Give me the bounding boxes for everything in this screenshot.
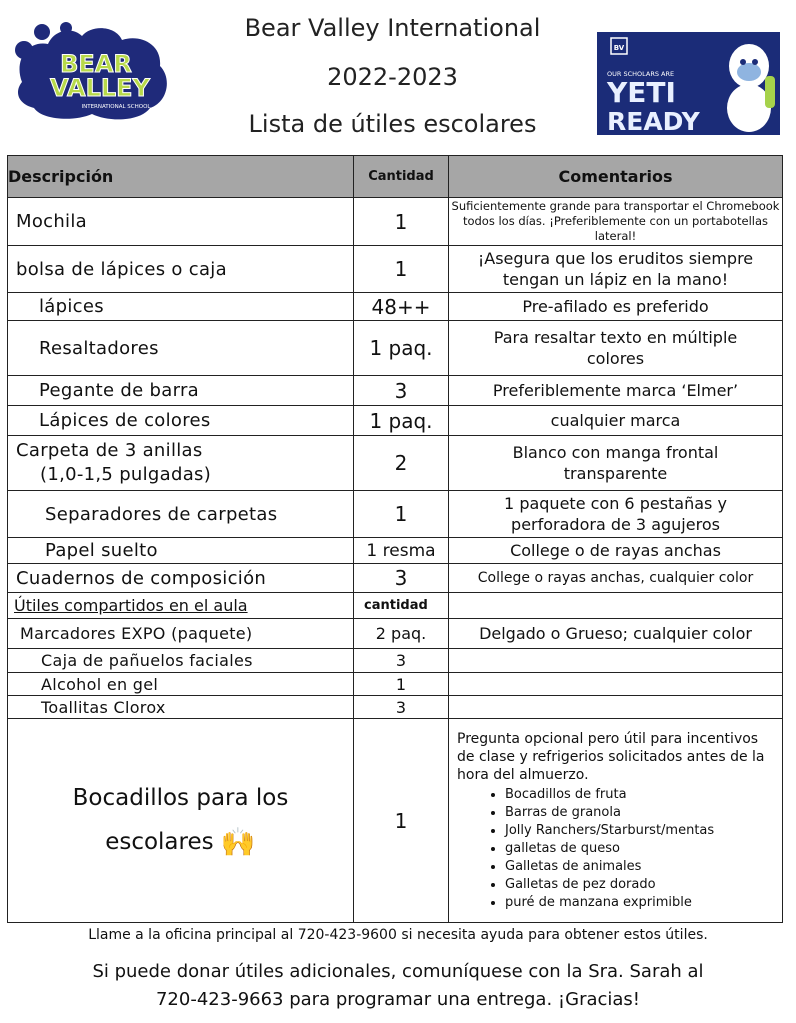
row-quantity: 3 <box>354 376 449 406</box>
row-quantity: 1 <box>354 198 449 246</box>
list-item: • Galletas de animales <box>505 858 774 876</box>
snack-list <box>457 786 774 912</box>
logo-word2: VALLEY <box>50 74 150 102</box>
row-comment: 1 paquete con 6 pestañas y perforadora de 3 agujeros <box>449 491 783 538</box>
yeti-ready-logo <box>597 32 780 135</box>
table-row <box>8 406 783 436</box>
list-item: • Jolly Ranchers/Starburst/mentas <box>505 822 774 840</box>
row-comment: College o rayas anchas, cualquier color <box>449 564 783 593</box>
row-quantity: 3 <box>354 564 449 593</box>
snacks-quantity: 1 <box>354 719 449 923</box>
row-description: Alcohol en gel <box>8 673 354 696</box>
school-year: 2022-2023 <box>327 63 458 91</box>
row-description: Lápices de colores <box>8 406 354 436</box>
table-row <box>8 436 783 491</box>
table-row <box>8 649 783 673</box>
header-comments: Comentarios <box>449 156 783 198</box>
table-row <box>8 491 783 538</box>
table-row <box>8 673 783 696</box>
snacks-description <box>8 719 354 923</box>
table-row <box>8 538 783 564</box>
row-quantity: 2 <box>354 436 449 491</box>
list-item: • galletas de queso <box>505 840 774 858</box>
donation-line2: 720-423-9663 para programar una entrega. ¡Gracias! <box>155 989 641 1010</box>
row-description: Separadores de carpetas <box>8 491 354 538</box>
snacks-line2: escolares <box>105 829 214 856</box>
school-name: Bear Valley International <box>244 14 541 42</box>
row-comment <box>449 649 783 673</box>
snacks-line2-wrap <box>8 820 353 865</box>
logo-word1: BEAR <box>60 50 132 78</box>
binder-line2: (1,0-1,5 pulgadas) <box>40 464 212 485</box>
row-description: bolsa de lápices o caja <box>8 246 354 293</box>
shared-quantity-label: cantidad <box>354 593 449 619</box>
table-row <box>8 376 783 406</box>
table-row <box>8 564 783 593</box>
list-item: • Bocadillos de fruta <box>505 786 774 804</box>
donation-note <box>40 958 756 1014</box>
list-item: • Barras de granola <box>505 804 774 822</box>
logo-tagline: OUR SCHOLARS ARE <box>607 70 675 78</box>
logo-ready: READY <box>607 107 700 135</box>
shared-supplies-label: Útiles compartidos en el aula <box>8 593 354 619</box>
binder-line1: Carpeta de 3 anillas <box>16 440 203 461</box>
table-row <box>8 293 783 321</box>
table-row <box>8 619 783 649</box>
row-comment: Delgado o Grueso; cualquier color <box>449 619 783 649</box>
table-row <box>8 198 783 246</box>
snacks-row <box>8 719 783 923</box>
row-comment: Para resaltar texto en múltiple colores <box>449 321 783 376</box>
row-comment <box>449 696 783 719</box>
row-comment: Preferiblemente marca ‘Elmer’ <box>449 376 783 406</box>
table-row <box>8 696 783 719</box>
page-title: Lista de útiles escolares <box>248 110 537 138</box>
list-item: • Galletas de pez dorado <box>505 876 774 894</box>
office-help-note: Llame a la oficina principal al 720-423-9600 si necesita ayuda para obtener estos útiles. <box>88 927 708 943</box>
row-comment: ¡Asegura que los eruditos siempre tengan un lápiz en la mano! <box>449 246 783 293</box>
row-comment: cualquier marca <box>449 406 783 436</box>
logo-subtitle: INTERNATIONAL SCHOOL <box>81 104 151 110</box>
row-description: Pegante de barra <box>8 376 354 406</box>
row-description: Marcadores EXPO (paquete) <box>8 619 354 649</box>
row-quantity: 2 paq. <box>354 619 449 649</box>
row-quantity: 1 <box>354 246 449 293</box>
supplies-table <box>7 155 783 923</box>
snacks-comment: Pregunta opcional pero útil para incentivos de clase y refrigerios solicitados antes de la hora del almuerzo. <box>457 730 765 783</box>
shared-empty-cell <box>449 593 783 619</box>
bear-valley-logo <box>12 22 172 124</box>
row-quantity: 1 paq. <box>354 406 449 436</box>
snacks-line1: Bocadillos para los <box>72 785 289 812</box>
shared-header-row <box>8 593 783 619</box>
donation-line1: Si puede donar útiles adicionales, comuníquese con la Sra. Sarah al <box>92 961 704 982</box>
row-description <box>8 436 354 491</box>
row-description: Papel suelto <box>8 538 354 564</box>
row-quantity: 1 <box>354 491 449 538</box>
row-description: Cuadernos de composición <box>8 564 354 593</box>
row-quantity: 3 <box>354 649 449 673</box>
row-quantity: 1 <box>354 673 449 696</box>
raised-hands-icon: 🙌 <box>220 825 256 859</box>
row-description: Toallitas Clorox <box>8 696 354 719</box>
row-description: lápices <box>8 293 354 321</box>
row-comment: Blanco con manga frontal transparente <box>449 436 783 491</box>
table-header-row <box>8 156 783 198</box>
logo-yeti: YETI <box>607 76 676 109</box>
row-quantity: 48++ <box>354 293 449 321</box>
row-quantity: 1 resma <box>354 538 449 564</box>
row-quantity: 1 paq. <box>354 321 449 376</box>
row-description: Mochila <box>8 198 354 246</box>
row-comment: College o de rayas anchas <box>449 538 783 564</box>
row-description: Caja de pañuelos faciales <box>8 649 354 673</box>
badge-text: BV <box>613 44 625 52</box>
table-row <box>8 321 783 376</box>
row-comment: Suficientemente grande para transportar el Chromebook todos los días. ¡Preferiblemente con un portabotellas lateral! <box>449 198 783 246</box>
header-description: Descripción <box>8 156 354 198</box>
table-row <box>8 246 783 293</box>
snacks-comment-cell <box>449 719 783 923</box>
row-comment: Pre-afilado es preferido <box>449 293 783 321</box>
header-quantity: Cantidad <box>354 156 449 198</box>
row-quantity: 3 <box>354 696 449 719</box>
row-comment <box>449 673 783 696</box>
row-description: Resaltadores <box>8 321 354 376</box>
list-item: • puré de manzana exprimible <box>505 894 774 912</box>
